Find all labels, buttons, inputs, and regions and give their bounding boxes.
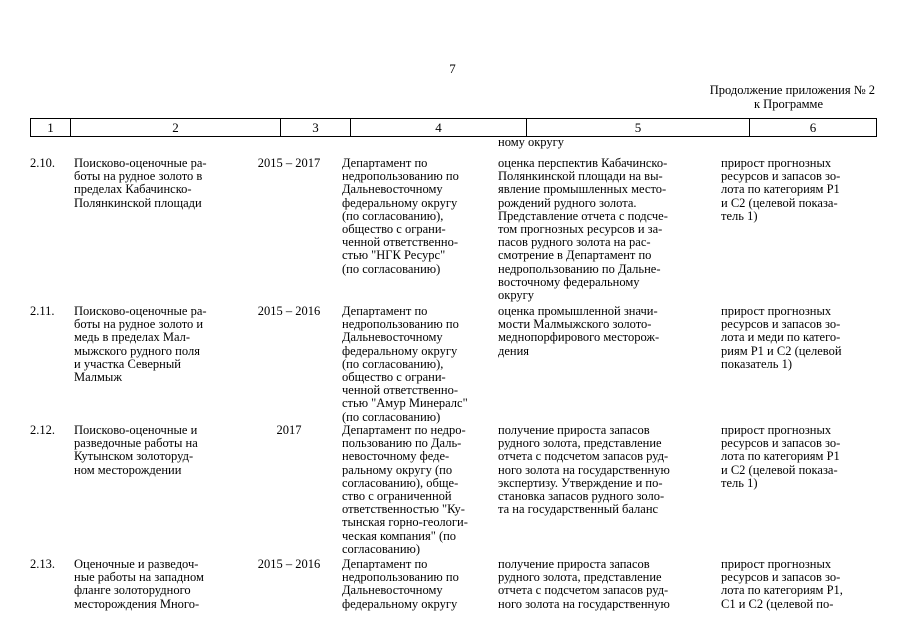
expected-result [498, 305, 710, 358]
executor-line: (по согласованию), [342, 208, 444, 223]
expected-result-line: получение прироста запасов [498, 557, 650, 571]
target-indicator [721, 157, 877, 223]
expected-result-line: рождений рудного золота. [498, 195, 637, 210]
executor-line: Департамент по [342, 557, 428, 571]
work-name [74, 157, 244, 210]
expected-result-line: Полянкинской площади на вы- [498, 169, 663, 184]
target-indicator-line: тель 1) [721, 475, 758, 490]
executor-line: ство с ограниченной [342, 489, 452, 504]
appendix-note [640, 83, 875, 111]
expected-result-line: меднопорфирового месторож- [498, 330, 660, 345]
header-col-5: 5 [527, 119, 750, 137]
work-name-line: и участка Северный [74, 356, 181, 371]
executor-line: ответственностью "Ку- [342, 502, 465, 517]
work-years: 2015 – 2016 [257, 304, 321, 318]
executor-line: Дальневосточному [342, 182, 443, 197]
executor-line: стью "НГК Ресурс" [342, 248, 446, 263]
row-number: 2.13. [30, 557, 55, 571]
expected-result-line: рудного золота, представление [498, 436, 662, 451]
expected-result-line: экспертизу. Утверждение и по- [498, 475, 663, 490]
expected-result-line: оценка промышленной значи- [498, 304, 658, 318]
target-indicator-line: ресурсов и запасов зо- [721, 436, 841, 451]
target-indicator-line: прирост прогнозных [721, 156, 832, 170]
work-years: 2017 [276, 423, 302, 437]
expected-result-line: ного золота на государственную [498, 462, 670, 477]
work-name-line: Малмыж [74, 370, 122, 385]
target-indicator [721, 558, 877, 611]
executor-line: ченной ответственно- [342, 235, 458, 250]
executor-line: недропользованию по [342, 169, 459, 184]
executor-line: (по согласованию) [342, 261, 441, 276]
header-col-2: 2 [71, 119, 281, 137]
work-name [74, 558, 244, 611]
work-name-line: ные работы на западном [74, 570, 204, 585]
target-indicator [721, 305, 877, 371]
work-name-line: фланге золоторудного [74, 583, 191, 598]
target-indicator-line: показатель 1) [721, 356, 793, 371]
executor-line: Дальневосточному [342, 583, 443, 598]
work-name-line: Кутынском золоторуд- [74, 449, 194, 464]
work-name-line: Поисково-оценочные ра- [74, 304, 207, 318]
header-col-4: 4 [351, 119, 527, 137]
expected-result-line: та на государственный баланс [498, 502, 659, 517]
work-name-line: Поисково-оценочные и [74, 423, 198, 437]
row-number: 2.11. [30, 304, 55, 318]
expected-result-line: отчета с подсчетом запасов руд- [498, 583, 669, 598]
expected-result [498, 558, 710, 611]
expected-result-line: явление промышленных место- [498, 182, 667, 197]
expected-result-line: отчета с подсчетом запасов руд- [498, 449, 669, 464]
work-name-line: ном месторождении [74, 462, 182, 477]
executor-line: ральному округу (по [342, 462, 453, 477]
table-header [30, 118, 877, 137]
target-indicator-line: ресурсов и запасов зо- [721, 169, 841, 184]
table-header-row [31, 119, 877, 137]
work-name [74, 305, 244, 384]
executor-line: Департамент по [342, 304, 428, 318]
executor-line: Дальневосточному [342, 330, 443, 345]
expected-result-line: Представление отчета с подсче- [498, 208, 668, 223]
target-indicator-line: и С2 (целевой показа- [721, 462, 838, 477]
expected-result-line: пасов рудного золота на рас- [498, 235, 651, 250]
target-indicator-line: С1 и С2 (целевой по- [721, 596, 834, 611]
work-years: 2015 – 2016 [257, 557, 321, 571]
executor-line: федеральному округу [342, 343, 458, 358]
expected-result-line: оценка перспектив Кабачинско- [498, 156, 668, 170]
work-name-line: Оценочные и разведоч- [74, 557, 199, 571]
executor-line: Департамент по [342, 156, 428, 170]
executor-line: ческая компания" (по [342, 528, 457, 543]
page-number: 7 [449, 61, 456, 76]
executor-line: федеральному округу [342, 596, 458, 611]
work-name-line: медь в пределах Мал- [74, 330, 191, 345]
executor-line: согласованию) [342, 541, 421, 556]
work-name-line: Полянкинской площади [74, 195, 202, 210]
executor [342, 157, 492, 276]
expected-result-line: недропользованию по Дальне- [498, 261, 661, 276]
executor [342, 305, 492, 424]
expected-result-line: рудного золота, представление [498, 570, 662, 585]
expected-result [498, 157, 710, 302]
expected-result [498, 424, 710, 516]
work-name-line: месторождения Много- [74, 596, 200, 611]
work-name-line: мыжского рудного поля [74, 343, 200, 358]
work-name-line: боты на рудное золото в [74, 169, 203, 184]
work-name-line: пределах Кабачинско- [74, 182, 192, 197]
appendix-note-line2: к Программе [753, 97, 823, 111]
executor-line: федеральному округу [342, 195, 458, 210]
executor-line: стью "Амур Минералс" [342, 396, 468, 411]
executor-line: согласованию), обще- [342, 475, 459, 490]
expected-result-line: получение прироста запасов [498, 423, 650, 437]
executor-line: (по согласованию) [342, 409, 441, 424]
executor-line: (по согласованию), [342, 356, 444, 371]
executor-line: Департамент по недро- [342, 423, 466, 437]
target-indicator-line: прирост прогнозных [721, 304, 832, 318]
continuation-text: ному округу [498, 135, 565, 149]
work-name-line: боты на рудное золото и [74, 317, 204, 332]
target-indicator-line: ресурсов и запасов зо- [721, 317, 841, 332]
target-indicator-line: тель 1) [721, 208, 758, 223]
header-col-3: 3 [281, 119, 351, 137]
target-indicator-line: лота и меди по катего- [721, 330, 841, 345]
expected-result-line: дения [498, 343, 530, 358]
target-indicator-line: ресурсов и запасов зо- [721, 570, 841, 585]
executor-line: недропользованию по [342, 317, 459, 332]
target-indicator-line: лота по категориям Р1 [721, 449, 840, 464]
expected-result-line: округу [498, 288, 535, 303]
executor [342, 558, 492, 611]
header-col-1: 1 [31, 119, 71, 137]
row-number: 2.10. [30, 156, 55, 170]
target-indicator [721, 424, 877, 490]
executor-line: общество с ограни- [342, 222, 446, 237]
work-name-line: Поисково-оценочные ра- [74, 156, 207, 170]
target-indicator-line: риям Р1 и С2 (целевой [721, 343, 842, 358]
executor-line: ченной ответственно- [342, 383, 458, 398]
target-indicator-line: лота по категориям Р1, [721, 583, 843, 598]
executor-line: недропользованию по [342, 570, 459, 585]
header-col-6: 6 [750, 119, 877, 137]
work-name [74, 424, 244, 477]
work-name-line: разведочные работы на [74, 436, 198, 451]
expected-result-line: смотрение в Департамент по [498, 248, 652, 263]
executor-line: невосточному феде- [342, 449, 450, 464]
expected-result-line: становка запасов рудного золо- [498, 489, 665, 504]
target-indicator-line: и С2 (целевой показа- [721, 195, 838, 210]
executor [342, 424, 492, 556]
appendix-note-line1: Продолжение приложения № 2 [709, 83, 875, 97]
work-years: 2015 – 2017 [257, 156, 321, 170]
row-number: 2.12. [30, 423, 55, 437]
executor-line: пользованию по Даль- [342, 436, 462, 451]
executor-line: общество с ограни- [342, 370, 446, 385]
expected-result-line: ного золота на государственную [498, 596, 670, 611]
target-indicator-line: прирост прогнозных [721, 557, 832, 571]
target-indicator-line: лота по категориям Р1 [721, 182, 840, 197]
executor-line: тынская горно-геологи- [342, 515, 468, 530]
target-indicator-line: прирост прогнозных [721, 423, 832, 437]
expected-result-line: восточному федеральному [498, 274, 640, 289]
expected-result-line: мости Малмыжского золото- [498, 317, 652, 332]
expected-result-line: том прогнозных ресурсов и за- [498, 222, 663, 237]
